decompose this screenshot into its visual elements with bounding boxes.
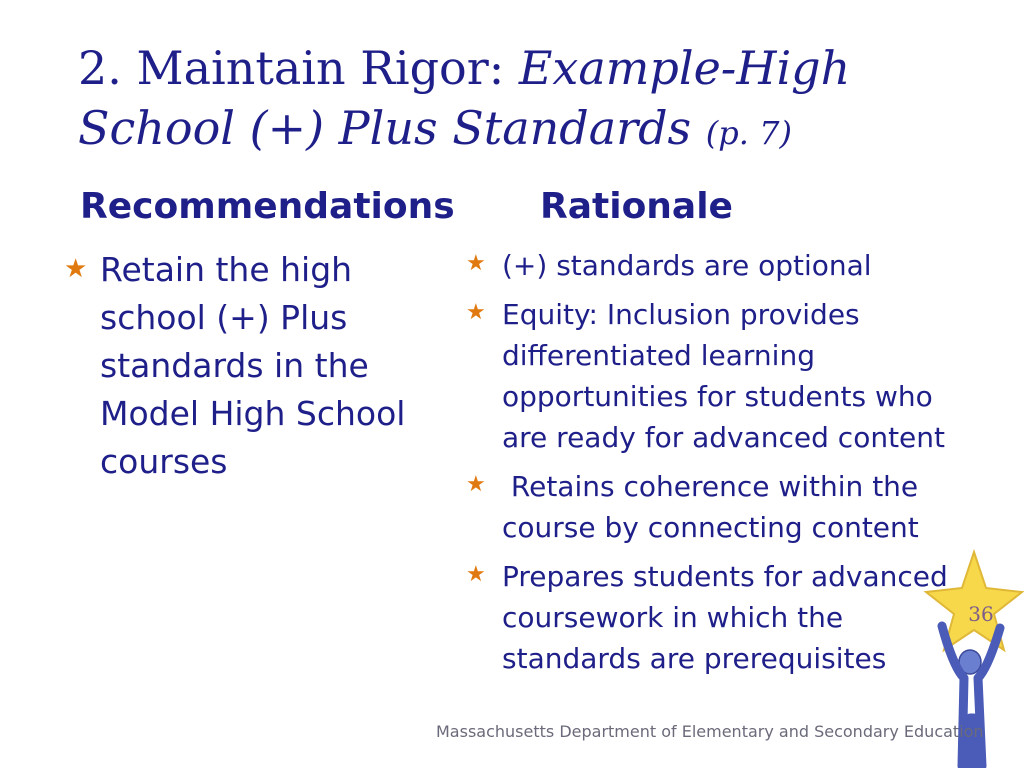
star-bullet-icon: ★ [466,562,486,587]
list-item [466,466,986,548]
star-bullet-icon: ★ [466,472,486,497]
list-item [64,246,444,486]
rationale-text: Equity: Inclusion provides differentiated learning opportunities for students who are ready for advanced content [502,298,946,454]
recommendations-list [64,246,444,486]
title-part-1: 2. Maintain Rigor: [78,41,519,95]
rationale-list [466,245,986,687]
recommendations-heading: Recommendations [80,186,455,227]
rationale-text: Prepares students for advanced coursework in which the standards are prerequisites [502,560,948,675]
recommendation-text: Retain the high school (+) Plus standards in the Model High School courses [100,250,406,481]
list-item [466,294,986,458]
star-bullet-icon: ★ [466,251,486,276]
footer-text: Massachusetts Department of Elementary and Secondary Education [436,722,984,741]
title-page-ref: (p. 7) [705,114,792,152]
rationale-text: Retains coherence within the course by connecting content [502,470,928,544]
list-item [466,556,986,679]
title-part-3: School (+) Plus Standards [78,101,692,155]
slide-number: 36 [968,602,994,626]
title-part-2: Example-High [518,41,851,95]
star-bullet-icon: ★ [64,254,88,284]
rationale-heading: Rationale [540,186,733,227]
figure-body [942,626,1000,766]
slide-title [78,38,938,163]
star-bullet-icon: ★ [466,300,486,325]
rationale-text: (+) standards are optional [502,249,872,282]
list-item [466,245,986,286]
